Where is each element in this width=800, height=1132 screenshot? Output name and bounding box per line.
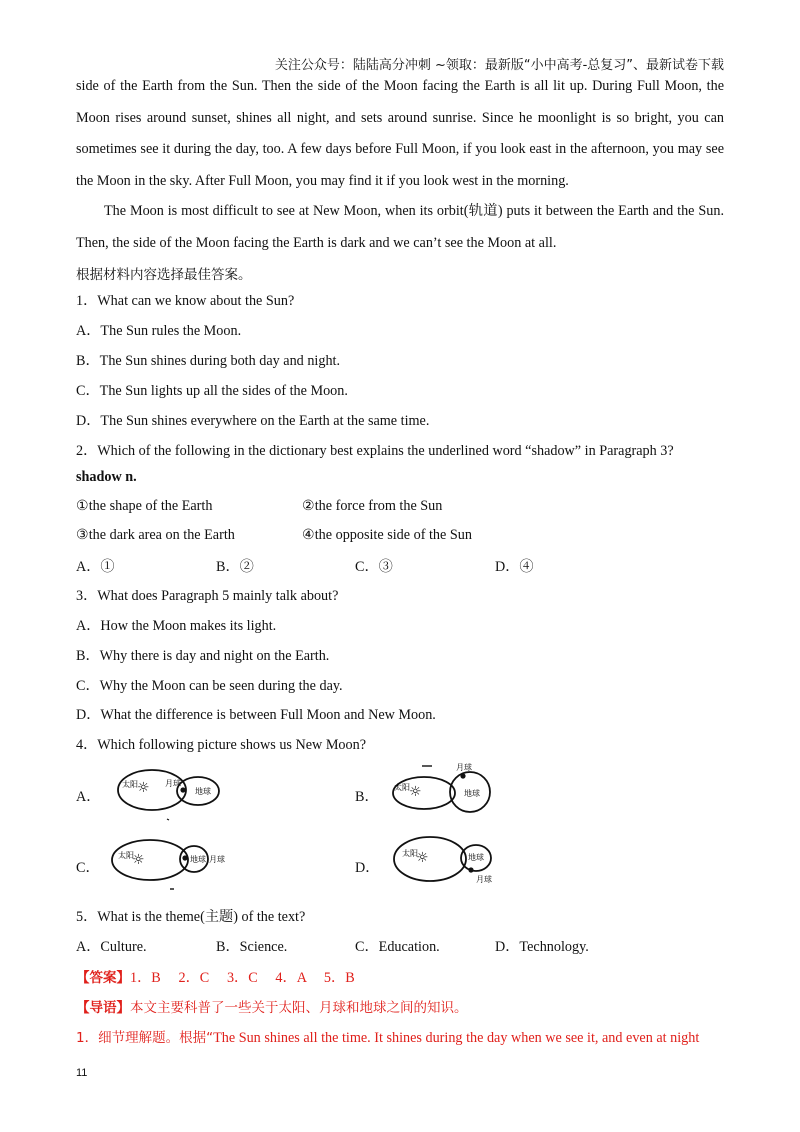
q5-option-a: A．Culture. [76, 939, 147, 955]
q3-option-b: B．Why there is day and night on the Earth. [76, 648, 330, 664]
instruction: 根据材料内容选择最佳答案。 [76, 267, 252, 283]
q4-option-c: C． [76, 860, 100, 876]
definition-3: ③the dark area on the Earth [76, 527, 235, 543]
sun-icon: ☼ [409, 784, 422, 800]
guide-line [76, 996, 468, 1017]
q5-option-d: D．Technology. [495, 939, 589, 955]
sun-icon: ☼ [132, 852, 145, 868]
q4-stem: 4．Which following picture shows us New Moon? [76, 737, 367, 753]
page-number: 11 [76, 1067, 88, 1079]
answer-text: 1．B 2．C 3．C 4．A 5．B [130, 970, 355, 986]
q4-option-d: D． [355, 860, 380, 876]
q2-option-b: B．② [216, 559, 254, 575]
definition-4: ④the opposite side of the Sun [302, 527, 472, 543]
q3-option-a: A．How the Moon makes its light. [76, 618, 277, 634]
q4-option-b: B． [355, 789, 379, 805]
earth-label: 地球 [190, 855, 206, 864]
diagram-d [388, 832, 500, 894]
passage-paragraph-1: side of the Earth from the Sun. Then the side of the Moon facing the Earth is all lit up. During Full Moon, the Moon rises around sunset, shines all night, and sets around sunrise. Since he moonlight is so bright, you can sometimes see it during the day, too. A few days before Full Moon, if you look east in the afternoon, you may see the Moon in the sky. After Full Moon, you may find it if you look west in the morning. [76, 78, 724, 189]
earth-label: 地球 [195, 787, 211, 796]
moon-label: 月球 [476, 875, 492, 884]
moon-icon [468, 867, 473, 872]
q3-option-d: D．What the difference is between Full Moon and New Moon. [76, 707, 436, 723]
q5-option-c: C．Education. [355, 939, 440, 955]
q2-option-d: D．④ [495, 559, 534, 575]
dictionary-entry: shadow n. [76, 469, 137, 485]
q1-option-b: B．The Sun shines during both day and night. [76, 353, 341, 369]
definition-2: ②the force from the Sun [302, 498, 443, 514]
q5-stem: 5．What is the theme(主题) of the text? [76, 909, 306, 925]
q3-stem: 3．What does Paragraph 5 mainly talk about? [76, 588, 339, 604]
definition-1: ①the shape of the Earth [76, 498, 213, 514]
moon-icon [180, 787, 185, 792]
moon-icon [460, 773, 465, 778]
diagram-b [384, 758, 496, 824]
passage-paragraph-2: The Moon is most difficult to see at New Moon, when its orbit(轨道) puts it between the Earth and the Sun. Then, the side of the Moon facing the Earth is dark and we can’t see the Moon at all. [76, 203, 724, 251]
explanation-line [76, 1026, 699, 1047]
q5-option-b: B．Science. [216, 939, 288, 955]
answer-label: 【答案】 [76, 970, 130, 986]
q1-option-d: D．The Sun shines everywhere on the Earth at the same time. [76, 413, 430, 429]
earth-label: 地球 [468, 853, 484, 862]
sun-label: 太阳 [118, 851, 134, 860]
sun-icon: ☼ [137, 780, 150, 796]
guide-text: 本文主要科普了一些关于太阳、月球和地球之间的知识。 [130, 1000, 468, 1016]
q1-stem: 1．What can we know about the Sun? [76, 293, 295, 309]
page-header: 关注公众号：陆陆高分冲刺 ~领取：最新版“小中高考-总复习”、最新试卷下载 [274, 58, 724, 73]
q2-stem: 2．Which of the following in the dictionary best explains the underlined word “shadow” in Paragraph 3? [76, 443, 674, 459]
sun-label: 太阳 [122, 780, 138, 789]
explanation-quote: The Sun shines all the time. It shines during the day when we see it, and even at night [213, 1030, 700, 1046]
answer-line [76, 966, 355, 987]
guide-label: 【导语】 [76, 1000, 130, 1016]
moon-label: 月球 [165, 779, 181, 788]
moon-icon [182, 855, 187, 860]
moon-label: 月球 [456, 763, 472, 772]
q2-option-a: A．① [76, 559, 115, 575]
q4-option-a: A． [76, 789, 101, 805]
moon-label: 月球 [209, 855, 225, 864]
sun-label: 太阳 [402, 849, 418, 858]
q3-option-c: C．Why the Moon can be seen during the day. [76, 678, 343, 694]
q1-option-a: A．The Sun rules the Moon. [76, 323, 242, 339]
sun-icon: ☼ [416, 850, 429, 866]
diagram-a [112, 760, 224, 822]
sun-label: 太阳 [394, 783, 410, 792]
earth-label: 地球 [464, 789, 480, 798]
q1-option-c: C．The Sun lights up all the sides of the Moon. [76, 383, 348, 399]
q2-option-c: C．③ [355, 559, 393, 575]
diagram-c [108, 834, 238, 894]
explanation-lead: 1．细节理解题。根据“ [76, 1030, 214, 1046]
